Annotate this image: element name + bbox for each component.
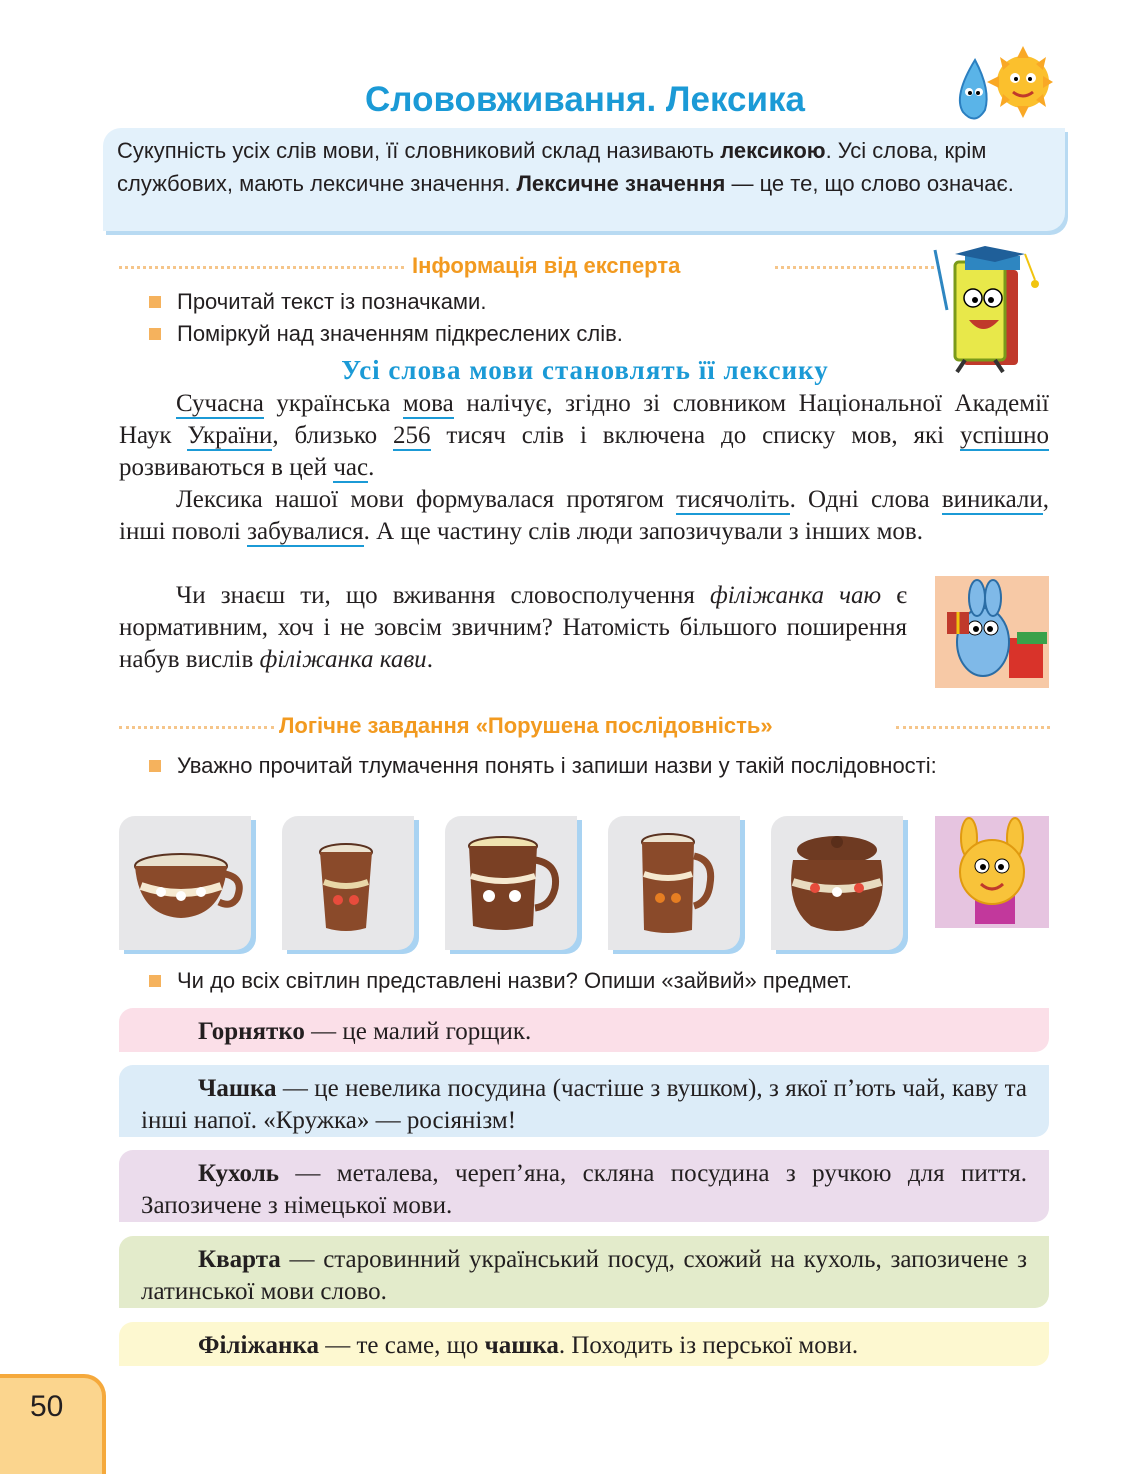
underlined-word: 256 <box>393 422 431 449</box>
definition-card-kukhol <box>119 1150 1049 1222</box>
text: , інші поволі <box>119 486 1049 545</box>
section-heading-logic: Логічне завдання «Порушена послідовність» <box>279 713 773 738</box>
text: . А ще частину слів люди запозичували з інших мов. <box>363 518 923 545</box>
page-title: Слововживання. Лексика <box>365 80 805 119</box>
text: . <box>426 646 433 673</box>
dotted-divider <box>775 266 940 269</box>
term-lexika: лексикою <box>720 138 826 163</box>
definition-term: Кварта <box>198 1246 281 1273</box>
bullet-square-icon <box>149 760 161 772</box>
definition-card-hornyatko <box>119 1008 1049 1052</box>
definition-card-chashka <box>119 1065 1049 1137</box>
definition-text: — це малий горщик. <box>304 1018 532 1045</box>
bullet-square-icon <box>149 328 161 340</box>
mascot-gift-icon <box>935 576 1049 688</box>
text: Чи знаєш ти, що вживання словосполучення <box>176 582 710 609</box>
definition-text: — це невелика посудина (частіше з вушком), з якої п’ють чай, каву та інші напої. «Кружка» — росіянізм! <box>141 1075 1027 1134</box>
underlined-word: мова <box>402 390 454 417</box>
photo-pot <box>771 816 903 950</box>
term-lexical-meaning: Лексичне значення <box>516 171 726 196</box>
definition-text: — старовинний український посуд, схожий на кухоль, запозичене з латинської мови слово. <box>141 1246 1027 1305</box>
instruction-text: Уважно прочитай тлумачення понять і запиши назви у такій послідовності: <box>177 753 937 778</box>
dotted-divider <box>119 726 274 729</box>
text: тисяч слів і включена до списку мов, які <box>430 422 960 449</box>
dotted-divider <box>119 266 404 269</box>
sun-mascot-icon <box>935 816 1049 928</box>
pot-icon <box>771 816 903 950</box>
definition-text: — це те, що слово означає. <box>725 171 1014 196</box>
definition-box <box>103 128 1065 231</box>
text-body <box>119 388 1049 548</box>
definition-term: Чашка <box>198 1075 277 1102</box>
list-item <box>149 965 852 997</box>
cup-icon <box>119 816 251 950</box>
photo-cup <box>282 816 414 950</box>
text: . <box>368 454 375 481</box>
bullet-text: Прочитай текст із позначками. <box>177 289 487 314</box>
definition-card-filizhanka <box>119 1322 1049 1366</box>
photo-cup <box>608 816 740 950</box>
definition-term: чашка <box>484 1332 559 1359</box>
list-item <box>149 318 623 350</box>
underlined-word: забувалися <box>247 518 364 545</box>
question-text: Чи до всіх світлин представлені назви? Опиши «зайвий» предмет. <box>177 968 852 993</box>
underlined-word: Сучасна <box>176 390 264 417</box>
underlined-word: час <box>333 454 369 481</box>
page-number: 50 <box>30 1390 64 1423</box>
text: українська <box>263 390 403 417</box>
section-heading-expert: Інформація від експерта <box>412 253 681 278</box>
underlined-word: успішно <box>959 422 1050 449</box>
photo-cup <box>119 816 251 950</box>
definition-text: . Походить із перської мови. <box>558 1332 859 1359</box>
definition-text: — те саме, що <box>318 1332 485 1359</box>
italic-phrase: філіжанка кави <box>259 646 427 673</box>
bullet-square-icon <box>149 975 161 987</box>
text: , близько <box>272 422 394 449</box>
cup-icon <box>608 816 740 950</box>
bullet-text: Поміркуй над значенням підкреслених слів. <box>177 321 623 346</box>
underlined-word: тисячоліть <box>676 486 790 513</box>
page-number-tab <box>0 1374 106 1474</box>
text: . Одні слова <box>789 486 942 513</box>
paragraph <box>119 580 907 676</box>
underlined-word: України <box>187 422 273 449</box>
cup-icon <box>445 816 577 950</box>
text: є нормативним, хоч і не зовсім звичним? Натомість більшого поширення набув вислів <box>119 582 908 673</box>
bullet-square-icon <box>149 296 161 308</box>
text: налічує, згідно зі словником Національної Академії Наук <box>119 390 1049 449</box>
italic-phrase: філіжанка чаю <box>710 582 882 609</box>
definition-term: Горнятко <box>198 1018 305 1045</box>
definition-text: . Усі слова, крім службових, мають лексичне значення. <box>117 138 987 196</box>
definition-term: Кухоль <box>198 1160 279 1187</box>
definition-text: Сукупність усіх слів мови, її словниковий склад називають <box>117 138 721 163</box>
definition-term: Філіжанка <box>198 1332 319 1359</box>
text: розвиваються в цей <box>119 454 334 481</box>
mascot-drop-sun-icon <box>945 40 1055 130</box>
paragraph <box>119 484 1049 548</box>
list-item <box>149 286 486 318</box>
list-item <box>149 750 1049 782</box>
photo-cup <box>445 816 577 950</box>
cup-icon <box>282 816 414 950</box>
paragraph <box>119 388 1049 484</box>
definition-text: — металева, череп’яна, скляна посудина з ручкою для пиття. Запозичене з німецької мови. <box>141 1160 1027 1219</box>
definition-card-kvarta <box>119 1236 1049 1308</box>
text-title: Усі слова мови становлять її лексику <box>341 355 829 385</box>
text: Лексика нашої мови формувалася протягом <box>176 486 677 513</box>
underlined-word: виникали <box>941 486 1043 513</box>
dotted-divider <box>896 726 1050 729</box>
